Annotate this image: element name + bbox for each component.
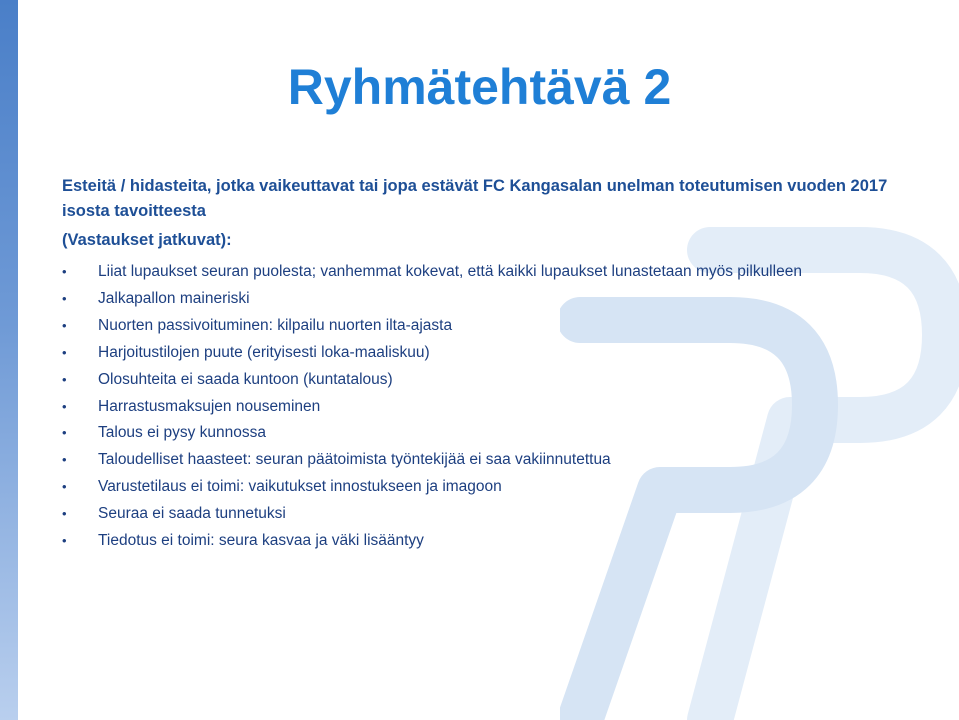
list-item	[62, 447, 922, 474]
list-item	[62, 286, 922, 313]
list-item-text: Jalkapallon maineriski	[98, 289, 250, 307]
list-item-text: Seuraa ei saada tunnetuksi	[98, 505, 286, 523]
bullet-icon: •	[62, 425, 67, 441]
sublead-text: (Vastaukset jatkuvat):	[62, 231, 232, 249]
list-item	[62, 420, 922, 447]
list-item-text: Olosuhteita ei saada kuntoon (kuntatalous)	[98, 370, 393, 388]
list-item	[62, 501, 922, 528]
bullet-icon: •	[62, 533, 67, 549]
bullet-icon: •	[62, 371, 67, 387]
list-item-text: Harrastusmaksujen nouseminen	[98, 397, 321, 415]
list-item-text: Tiedotus ei toimi: seura kasvaa ja väki lisääntyy	[98, 532, 424, 550]
list-item	[62, 474, 922, 501]
bullet-icon: •	[62, 479, 67, 495]
slide-title: Ryhmätehtävä 2	[287, 59, 672, 115]
bullet-icon: •	[62, 290, 67, 306]
bullet-icon: •	[62, 317, 67, 333]
lead-text: Esteitä / hidasteita, jotka vaikeuttavat tai jopa estävät FC Kangasalan unelman toteutumisen vuoden 2017 isosta tavoitteesta	[62, 177, 888, 220]
list-item	[62, 313, 922, 340]
bullet-list	[62, 259, 922, 555]
list-item-text: Varustetilaus ei toimi: vaikutukset innostukseen ja imagoon	[98, 478, 502, 496]
slide-content	[62, 174, 922, 555]
bullet-icon: •	[62, 506, 67, 522]
list-item	[62, 340, 922, 367]
list-item-text: Taloudelliset haasteet: seuran päätoimista työntekijää ei saa vakiinnutettua	[98, 451, 611, 469]
list-item	[62, 394, 922, 421]
bullet-icon: •	[62, 344, 67, 360]
list-item-text: Talous ei pysy kunnossa	[98, 424, 267, 442]
list-item	[62, 367, 922, 394]
list-item-text: Harjoitustilojen puute (erityisesti loka-maaliskuu)	[98, 343, 430, 361]
list-item	[62, 259, 922, 286]
list-item-text: Nuorten passivoituminen: kilpailu nuorten ilta-ajasta	[98, 316, 453, 334]
bullet-icon: •	[62, 264, 67, 279]
list-item-text: Liiat lupaukset seuran puolesta; vanhemmat kokevat, että kaikki lupaukset lunastetaan myös pilkulleen	[98, 263, 802, 280]
list-item	[62, 528, 922, 555]
bullet-icon: •	[62, 398, 67, 414]
bullet-icon: •	[62, 452, 67, 468]
